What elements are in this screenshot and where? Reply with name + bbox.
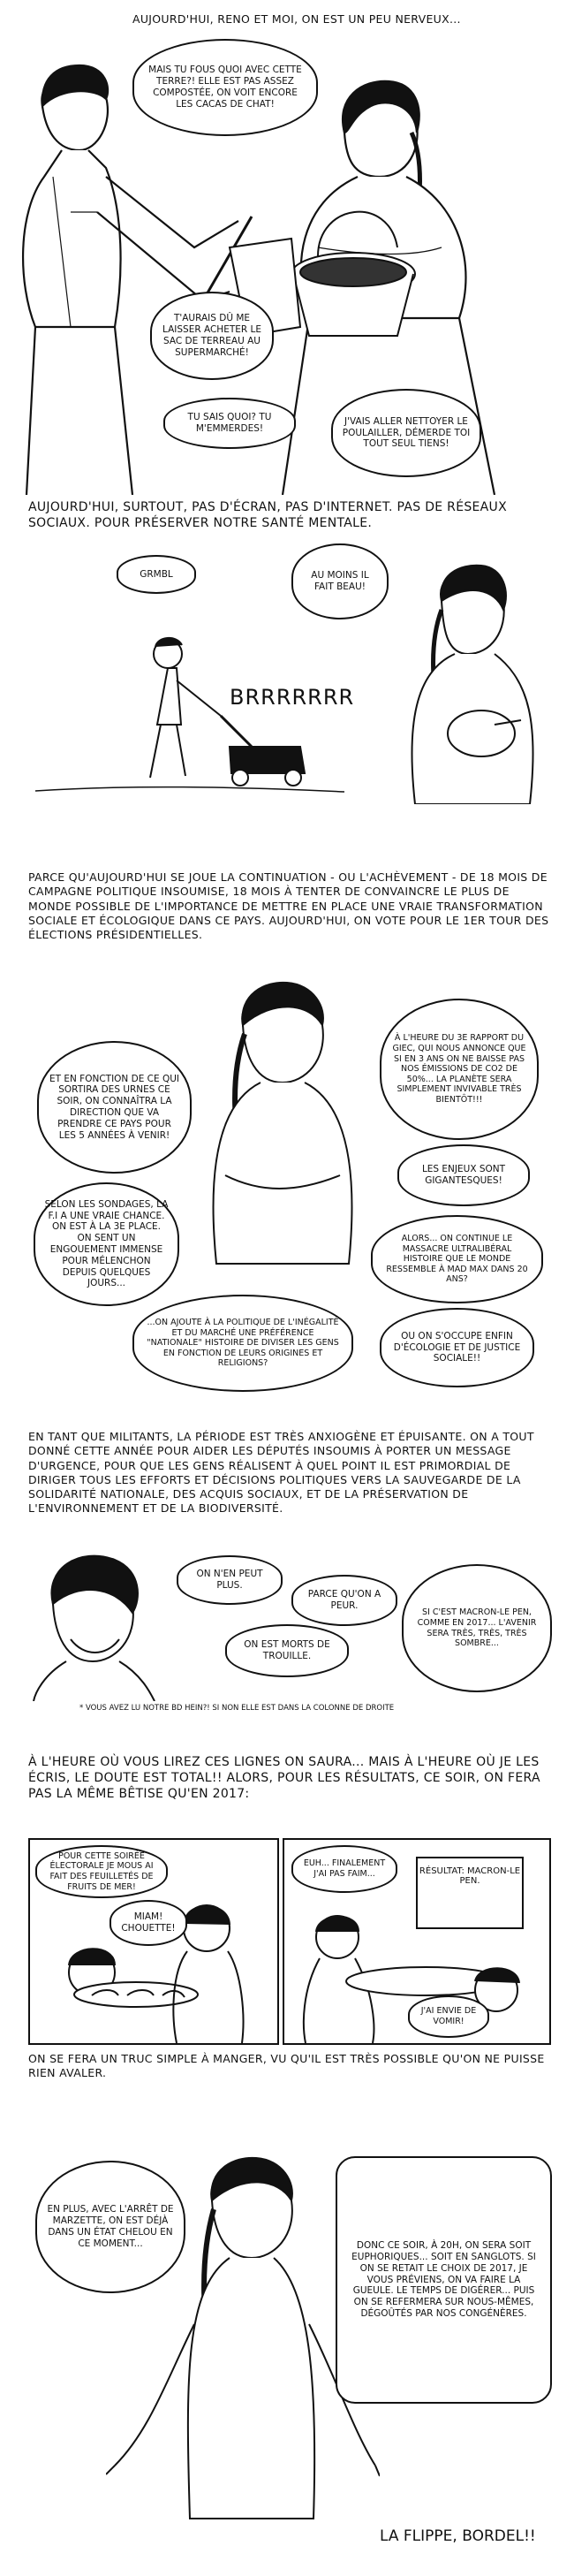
speech-bubble-pas-faim: EUH... FINALEMENT J'AI PAS FAIM... (291, 1845, 397, 1893)
caption-scene6: ON SE FERA UN TRUC SIMPLE À MANGER, VU QU'IL EST TRÈS POSSIBLE QU'ON NE PUISSE RIEN AVALER. (28, 2052, 545, 2080)
illustration-man-tired (26, 1551, 168, 1701)
sound-effect-brrr: BRRRRRRR (230, 685, 355, 710)
panel-2017-dinner (28, 1838, 279, 2045)
speech-bubble-preference-nationale: ...ON AJOUTE À LA POLITIQUE DE L'INÉGALITÉ ET DU MARCHÉ UNE PRÉFÉRENCE "NATIONALE" HISTOIRE DE DIVISER LES GENS EN FONCTION DE LEURS ORIGINES ET RELIGIONS? (132, 1295, 353, 1392)
speech-bubble-ce-soir: DONC CE SOIR, À 20H, ON SERA SOIT EUPHORIQUES... SOIT EN SANGLOTS. SI ON SE RETAIT LE CHOIX DE 2017, JE VOUS PRÉVIENS, ON VA FAIRE LA GUEULE. LE TEMPS DE DIGÉRER... PUIS ON SE REFERMERA SUR NOUS-MÊMES, DÉGOÛTÉS PAR NOS CONGÉNÈRES. (336, 2156, 552, 2404)
caption-scene2: AUJOURD'HUI, SURTOUT, PAS D'ÉCRAN, PAS D'INTERNET. PAS DE RÉSEAUX SOCIAUX. POUR PRÉSERVER NOTRE SANTÉ MENTALE. (28, 500, 507, 531)
speech-bubble-il-fait-beau: AU MOINS IL FAIT BEAU! (291, 543, 389, 619)
caption-scene4: EN TANT QUE MILITANTS, LA PÉRIODE EST TRÈS ANXIOGÈNE ET ÉPUISANTE. ON A TOUT DONNÉ CETTE ANNÉE POUR AIDER LES DÉPUTÉS INSOUMIS À PORTER UN MESSAGE D'URGENCE, POUR QUE LES GENS RÉALISENT À QUEL POINT IL EST PRIMORDIAL DE DIRIGER TOUS LES EFFORTS ET DÉCISIONS POLITIQUES VERS LA SAUVEGARDE DE LA SOLIDARITÉ NATIONALE, DES ACQUIS SOCIAUX, ET DE LA PRÉSERVATION DE L'ENVIRONNEMENT ET DE LA BIODIVERSITÉ. (28, 1430, 534, 1516)
speech-bubble-miam: MIAM! CHOUETTE! (110, 1900, 187, 1946)
speech-bubble-on-nen-peut-plus: ON N'EN PEUT PLUS. (177, 1555, 283, 1605)
speech-bubble-sondages: SELON LES SONDAGES, LA F.I A UNE VRAIE CHANCE. ON EST À LA 3E PLACE. ON SENT UN ENGOUEMENT IMMENSE POUR MÉLENCHON DEPUIS QUELQUES JOURS... (34, 1182, 179, 1306)
speech-bubble-man-2: TU SAIS QUOI? TU M'EMMERDES! (163, 398, 296, 449)
speech-bubble-trouille: ON EST MORTS DE TROUILLE. (225, 1624, 349, 1677)
speech-bubble-enjeux: LES ENJEUX SONT GIGANTESQUES! (397, 1144, 530, 1206)
caption-scene1: AUJOURD'HUI, RENO ET MOI, ON EST UN PEU NERVEUX... (132, 12, 461, 26)
illustration-lawnmower (0, 548, 574, 804)
illustration-woman-worried (190, 972, 375, 1290)
caption-scene3: PARCE QU'AUJOURD'HUI SE JOUE LA CONTINUATION - OU L'ACHÈVEMENT - DE 18 MOIS DE CAMPAGNE POLITIQUE INSOUMISE, 18 MOIS À TENTER DE CONVAINCRE LE PLUS DE MONDE POSSIBLE DE L'IMPORTANCE DE METTRE EN PLACE UNE VRAIE TRANSFORMATION SOCIALE ET ÉCOLOGIQUE DANS CE PAYS. AUJOURD'HUI, ON VOTE POUR LE 1ER TOUR DES ÉLECTIONS PRÉSIDENTIELLES. (28, 870, 549, 941)
final-exclamation: LA FLIPPE, BORDEL!! (380, 2527, 536, 2545)
speech-bubble-macron-le-pen: SI C'EST MACRON-LE PEN, COMME EN 2017... L'AVENIR SERA TRÈS, TRÈS, TRÈS SOMBRE... (402, 1564, 552, 1692)
speech-bubble-urnes: ET EN FONCTION DE CE QUI SORTIRA DES URNES CE SOIR, ON CONNAÎTRA LA DIRECTION QUE VA PRENDRE CE PAYS POUR LES 5 ANNÉES À VENIR! (37, 1041, 192, 1174)
speech-bubble-vomir: J'AI ENVIE DE VOMIR! (408, 1995, 489, 2038)
speech-bubble-peur: PARCE QU'ON A PEUR. (291, 1575, 397, 1626)
caption-scene5: À L'HEURE OÙ VOUS LIREZ CES LIGNES ON SAURA... MAIS À L'HEURE OÙ JE LES ÉCRIS, LE DOUTE EST TOTAL!! ALORS, POUR LES RÉSULTATS, CE SOIR, ON FERA PAS LA MÊME BÊTISE QU'EN 2017: (28, 1755, 540, 1802)
speech-bubble-justice-sociale: OU ON S'OCCUPE ENFIN D'ÉCOLOGIE ET DE JUSTICE SOCIALE!! (380, 1308, 534, 1387)
speech-bubble-woman-2: J'VAIS ALLER NETTOYER LE POULAILLER, DÉMERDE TOI TOUT SEUL TIENS! (331, 389, 481, 477)
speech-bubble-feuilletes: POUR CETTE SOIRÉE ÉLECTORALE JE MOUS AI FAIT DES FEUILLETÉS DE FRUITS DE MER! (35, 1845, 168, 1898)
speech-bubble-marzette: EN PLUS, AVEC L'ARRÊT DE MARZETTE, ON EST DÉJÀ DANS UN ÉTAT CHELOU EN CE MOMENT... (35, 2161, 185, 2293)
speech-bubble-woman-1: MAIS TU FOUS QUOI AVEC CETTE TERRE?! ELLE EST PAS ASSEZ COMPOSTÉE, ON VOIT ENCORE LES CACAS DE CHAT! (132, 39, 318, 136)
speech-bubble-grmbl: GRMBL (117, 555, 196, 594)
panel-2017-results (283, 1838, 551, 2045)
speech-bubble-giec: À L'HEURE DU 3E RAPPORT DU GIEC, QUI NOUS ANNONCE QUE SI EN 3 ANS ON NE BAISSE PAS NOS ÉMISSIONS DE CO2 DE 50%... LA PLANÈTE SERA SIMPLEMENT INVIVABLE TRÈS BIENTÔT!!! (380, 999, 539, 1140)
speech-bubble-man-1: T'AURAIS DÛ ME LAISSER ACHETER LE SAC DE TERREAU AU SUPERMARCHÉ! (150, 292, 274, 380)
tv-screen-text: RÉSULTAT: MACRON-LE PEN. (419, 1866, 521, 1886)
footnote-scene4: * VOUS AVEZ LU NOTRE BD HEIN?! SI NON ELLE EST DANS LA COLONNE DE DROITE (79, 1704, 395, 1713)
speech-bubble-ultraliberal: ALORS... ON CONTINUE LE MASSACRE ULTRALIBÉRAL HISTOIRE QUE LE MONDE RESSEMBLE À MAD MAX DANS 20 ANS? (371, 1215, 543, 1303)
